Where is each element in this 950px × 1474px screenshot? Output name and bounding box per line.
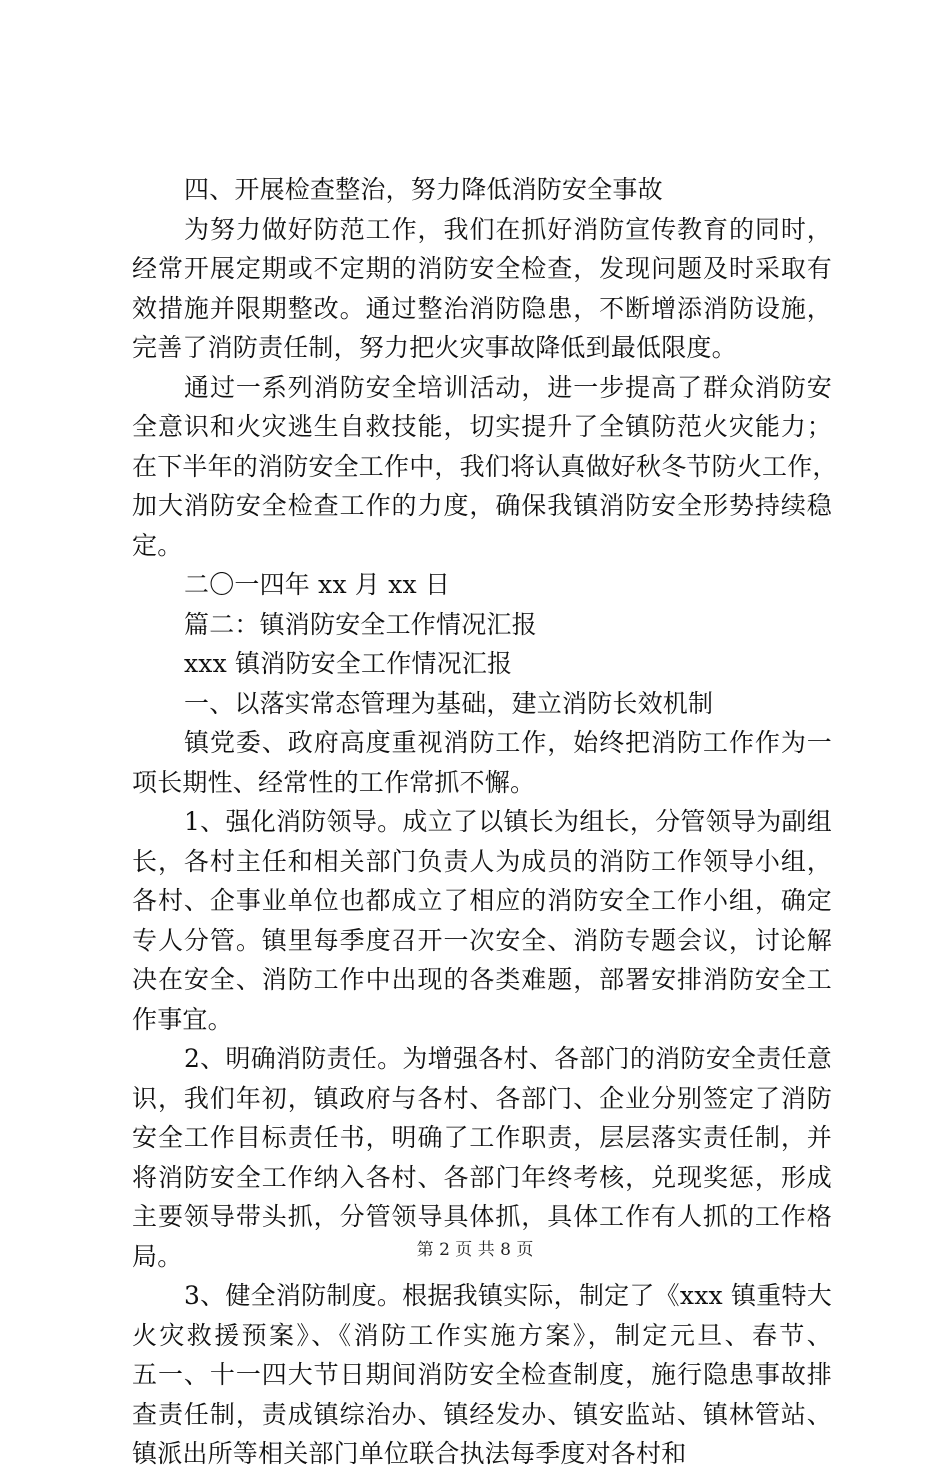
text-line: 一、以落实常态管理为基础，建立消防长效机制 — [184, 688, 714, 718]
text-line: 全意识和火灾逃生自救技能，切实提升了全镇防范火灾能力； — [132, 412, 832, 441]
text-line: 二〇一四年 xx 月 xx 日 — [184, 570, 451, 599]
text-line: 加大消防安全检查工作的力度，确保我镇消防安全形势持续稳 — [132, 491, 832, 520]
text-line: 作事宜。 — [132, 1004, 233, 1034]
text-line: 查责任制，责成镇综治办、镇经发办、镇安监站、镇林管站、 — [132, 1399, 832, 1429]
text-line: 局。 — [132, 1241, 183, 1271]
text-line: 识，我们年初，镇政府与各村、各部门、企业分别签定了消防 — [132, 1083, 832, 1113]
text-line: 各村、企事业单位也都成立了相应的消防安全工作小组，确定 — [132, 886, 832, 915]
text-line: 主要领导带头抓，分管领导具体抓，具体工作有人抓的工作格 — [132, 1202, 832, 1231]
text-line: 在下半年的消防安全工作中，我们将认真做好秋冬节防火工作， — [132, 451, 838, 481]
page-footer: 第 2 页 共 8 页 — [416, 1240, 534, 1260]
text-line: 为努力做好防范工作，我们在抓好消防宣传教育的同时， — [184, 214, 832, 244]
text-line: 项长期性、经常性的工作常抓不懈。 — [132, 767, 536, 797]
text-line: 四、开展检查整治，努力降低消防安全事故 — [184, 175, 663, 204]
text-line: 长，各村主任和相关部门负责人为成员的消防工作领导小组， — [132, 846, 832, 876]
text-line: 2、明确消防责任。为增强各村、各部门的消防安全责任意 — [184, 1044, 832, 1073]
text-line: 镇党委、政府高度重视消防工作，始终把消防工作作为一 — [184, 728, 832, 757]
text-line: 专人分管。镇里每季度召开一次安全、消防专题会议，讨论解 — [132, 925, 832, 955]
text-line: 篇二：镇消防安全工作情况汇报 — [184, 609, 537, 639]
text-line: 定。 — [132, 530, 183, 560]
text-line: 经常开展定期或不定期的消防安全检查，发现问题及时采取有 — [132, 254, 832, 283]
text-line: 火灾救援预案》、《消防工作实施方案》，制定元旦、春节、 — [132, 1320, 832, 1350]
text-line: 3、健全消防制度。根据我镇实际，制定了《xxx 镇重特大 — [184, 1281, 832, 1310]
text-line: 1、强化消防领导。成立了以镇长为组长，分管领导为副组 — [184, 807, 832, 836]
text-line: 五一、十一四大节日期间消防安全检查制度，施行隐患事故排 — [132, 1360, 832, 1389]
text-line: 安全工作目标责任书，明确了工作职责，层层落实责任制，并 — [132, 1123, 832, 1152]
document-body — [132, 170, 838, 1474]
text-line: xxx 镇消防安全工作情况汇报 — [184, 649, 513, 678]
text-line: 效措施并限期整改。通过整治消防隐患，不断增添消防设施， — [132, 293, 832, 323]
text-line: 通过一系列消防安全培训活动，进一步提高了群众消防安 — [184, 372, 832, 402]
text-line: 将消防安全工作纳入各村、各部门年终考核，兑现奖惩，形成 — [132, 1162, 832, 1192]
text-line: 镇派出所等相关部门单位联合执法每季度对各村和 — [132, 1439, 687, 1468]
text-line: 完善了消防责任制，努力把火灾事故降低到最低限度。 — [132, 333, 737, 362]
text-line: 决在安全、消防工作中出现的各类难题，部署安排消防安全工 — [132, 965, 832, 994]
